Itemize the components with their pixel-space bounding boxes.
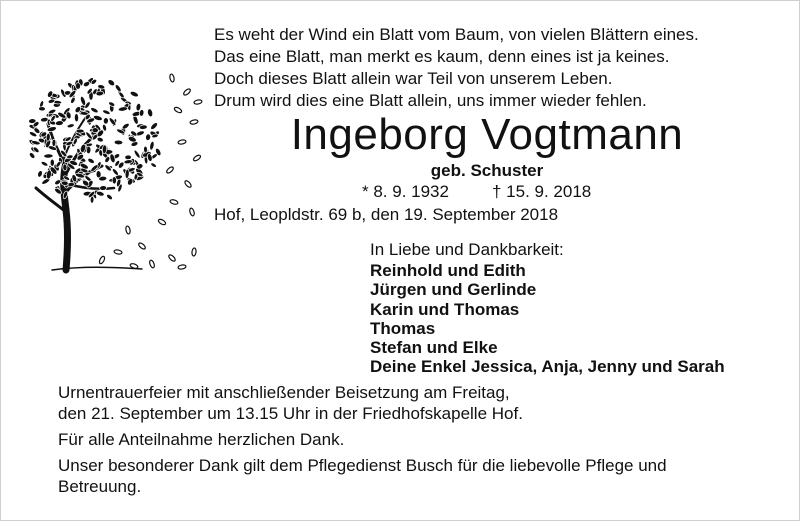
windblown-tree-icon	[22, 62, 212, 282]
thanks-line: Für alle Anteilnahme herzlichen Dank.	[58, 430, 345, 449]
birth-date: * 8. 9. 1932	[362, 182, 449, 201]
mourner-name: Reinhold und Edith	[370, 261, 526, 280]
special-thanks-line: Unser besonderer Dank gilt dem Pflegedienst Busch für die liebevolle Pflege und	[58, 456, 667, 475]
mourners-list	[370, 261, 725, 377]
mourner-name: Deine Enkel Jessica, Anja, Jenny und Sarah	[370, 357, 725, 377]
poem-line: Das eine Blatt, man merkt es kaum, denn eines ist ja keines.	[214, 47, 670, 66]
poem	[214, 24, 774, 112]
mourner-name: Jürgen und Gerlinde	[370, 280, 537, 300]
poem-line: Drum wird dies eine Blatt allein, uns immer wieder fehlen.	[214, 91, 647, 110]
service-info-line: den 21. September um 13.15 Uhr in der Friedhofskapelle Hof.	[58, 404, 523, 423]
death-date: † 15. 9. 2018	[492, 182, 592, 201]
place-and-date: Hof, Leopldstr. 69 b, den 19. September 2018	[214, 205, 559, 224]
poem-line: Doch dieses Blatt allein war Teil von unserem Leben.	[214, 69, 613, 88]
mourners-intro: In Liebe und Dankbarkeit:	[370, 240, 564, 259]
footer-text	[58, 382, 758, 497]
special-thanks-line: Betreuung.	[58, 477, 142, 496]
deceased-name: Ingeborg Vogtmann	[290, 110, 684, 159]
maiden-name: geb. Schuster	[430, 161, 544, 180]
mourner-name: Thomas	[370, 318, 436, 338]
mourner-name: Karin und Thomas	[370, 299, 520, 319]
service-info-line: Urnentrauerfeier mit anschließender Beisetzung am Freitag,	[58, 383, 510, 402]
mourner-name: Stefan und Elke	[370, 338, 498, 358]
poem-line: Es weht der Wind ein Blatt vom Baum, von vielen Blättern eines.	[214, 25, 699, 44]
